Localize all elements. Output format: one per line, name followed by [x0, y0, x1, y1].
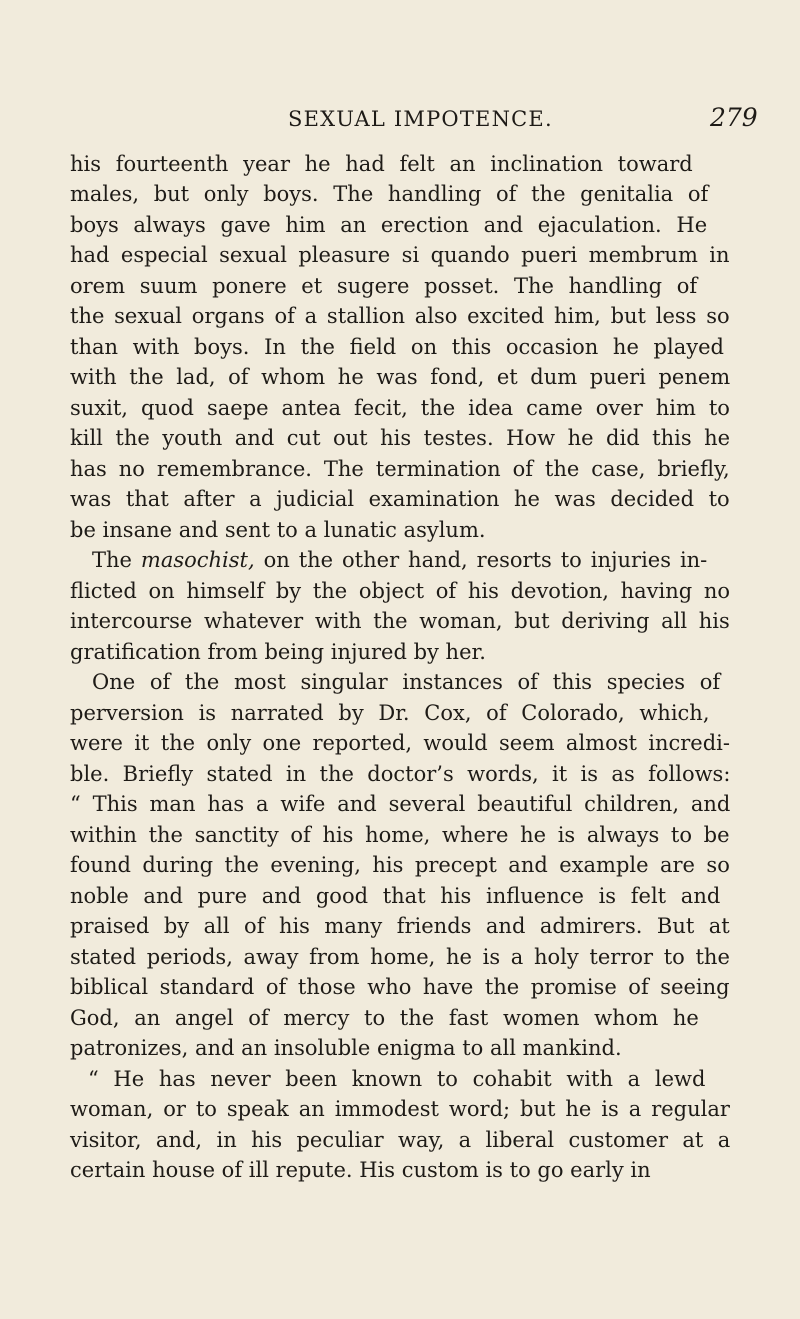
text-line: had especial sexual pleasure si quando pueri membrum in	[70, 243, 730, 267]
text-line: praised by all of his many friends and admirers. But at	[70, 914, 730, 938]
text-line: than with boys. In the field on this occasion he played	[70, 335, 724, 359]
text-line: kill the youth and cut out his testes. How he did this he	[70, 426, 731, 450]
text-line: certain house of ill repute. His custom is to go early in	[70, 1158, 651, 1182]
text-line: ble. Briefly stated in the doctor’s words, it is as follows:	[70, 762, 731, 786]
text-line: boys always gave him an erection and ejaculation. He	[70, 213, 708, 237]
text-line: “ This man has a wife and several beautiful children, and	[70, 792, 731, 816]
text-line: perversion is narrated by Dr. Cox, of Colorado, which,	[70, 701, 710, 725]
text-line: within the sanctity of his home, where he is always to be	[70, 823, 730, 847]
text-line: visitor, and, in his peculiar way, a liberal customer at a	[70, 1128, 731, 1152]
text-line: God, an angel of mercy to the fast women whom he	[70, 1006, 699, 1030]
text-line: were it the only one reported, would seem almost incredi-	[70, 731, 730, 755]
text-line: noble and pure and good that his influence is felt and	[70, 884, 721, 908]
italic-term: masochist,	[140, 548, 255, 572]
text-line: males, but only boys. The handling of the genitalia of	[70, 182, 709, 206]
text-line: the sexual organs of a stallion also excited him, but less so	[70, 304, 730, 328]
text-line	[92, 545, 707, 575]
text-line: his fourteenth year he had felt an inclination toward	[70, 152, 693, 176]
text-line: gratification from being injured by her.	[70, 640, 486, 664]
text-span: on the other hand, resorts to injuries in-	[254, 548, 708, 572]
text-line: woman, or to speak an immodest word; but he is a regular	[70, 1097, 730, 1121]
page-number: 279	[710, 103, 758, 132]
running-head: SEXUAL IMPOTENCE.	[288, 107, 553, 131]
text-line: biblical standard of those who have the promise of seeing	[70, 975, 730, 999]
text-line: suxit, quod saepe antea fecit, the idea came over him to	[70, 396, 730, 420]
text-line: be insane and sent to a lunatic asylum.	[70, 518, 486, 542]
text-line: “ He has never been known to cohabit with a lewd	[88, 1067, 706, 1091]
text-line: One of the most singular instances of this species of	[92, 670, 721, 694]
text-line: found during the evening, his precept and example are so	[70, 853, 730, 877]
text-line: with the lad, of whom he was fond, et dum pueri penem	[70, 365, 731, 389]
text-line: flicted on himself by the object of his devotion, having no	[70, 579, 731, 603]
text-line: was that after a judicial examination he was decided to	[70, 487, 730, 511]
text-line: stated periods, away from home, he is a holy terror to the	[70, 945, 730, 969]
text-span: The	[92, 548, 141, 572]
text-line: intercourse whatever with the woman, but deriving all his	[70, 609, 730, 633]
text-line: has no remembrance. The termination of the case, briefly,	[70, 457, 730, 481]
text-line: orem suum ponere et sugere posset. The handling of	[70, 274, 698, 298]
text-line: patronizes, and an insoluble enigma to all mankind.	[70, 1036, 622, 1060]
